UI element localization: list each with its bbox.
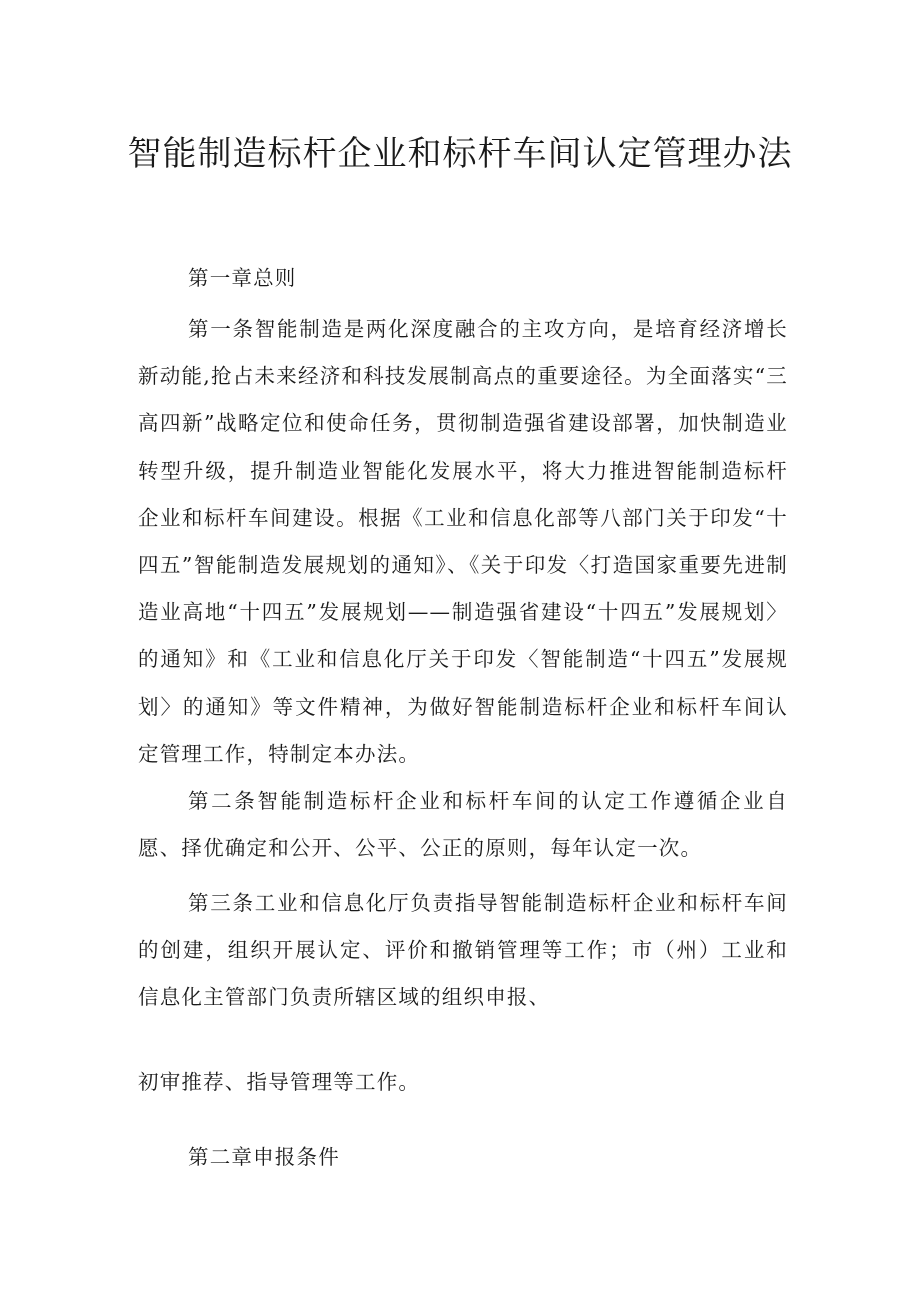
article-paragraph-continuation: 初审推荐、指导管理等工作。 [138,1070,421,1094]
article-paragraph: 第二条智能制造标杆企业和标杆车间的认定工作遵循企业自愿、择优确定和公开、公平、公正的原则，每年认定一次。 [138,789,788,861]
article-paragraph: 第一条智能制造是两化深度融合的主攻方向，是培育经济增长新动能,抢占未来经济和科技发展制高点的重要途径。为全面落实“三高四新”战略定位和使命任务，贯彻制造强省建设部署，加快制造业转型升级，提升制造业智能化发展水平，将大力推进智能制造标杆企业和标杆车间建设。根据《工业和信息化部等八部门关于印发“十四五”智能制造发展规划的通知》、《关于印发〈打造国家重要先进制造业高地“十四五”发展规划——制造强省建设“十四五”发展规划〉的通知》和《工业和信息化厅关于印发〈智能制造“十四五”发展规划〉的通知》等文件精神，为做好智能制造标杆企业和标杆车间认定管理工作，特制定本办法。 [138,317,788,766]
article-paragraph: 第三条工业和信息化厅负责指导智能制造标杆企业和标杆车间的创建，组织开展认定、评价和撤销管理等工作；市（州）工业和信息化主管部门负责所辖区域的组织申报、 [138,891,788,1010]
document-title: 智能制造标杆企业和标杆车间认定管理办法 [127,134,793,174]
chapter-heading: 第二章申报条件 [188,1145,340,1169]
chapter-heading: 第一章总则 [188,266,297,290]
